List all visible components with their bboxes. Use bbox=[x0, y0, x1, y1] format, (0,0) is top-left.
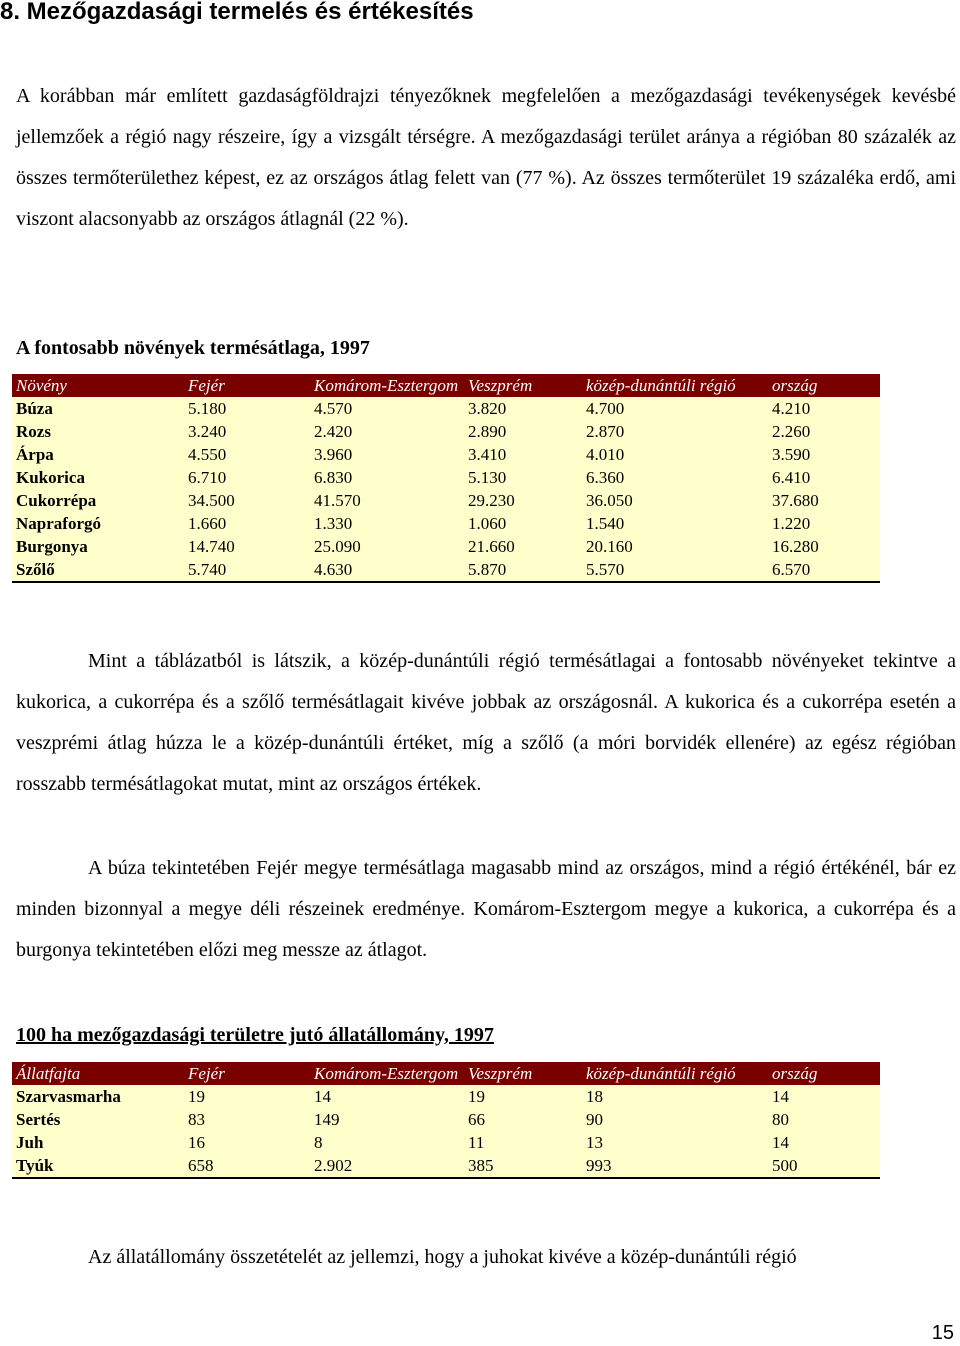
table-cell: 5.870 bbox=[464, 558, 582, 582]
table-cell: 83 bbox=[184, 1108, 310, 1131]
table-cell: 5.740 bbox=[184, 558, 310, 582]
col-header-fejer: Fejér bbox=[184, 1062, 310, 1085]
row-label: Napraforgó bbox=[12, 512, 184, 535]
row-label: Juh bbox=[12, 1131, 184, 1154]
table-row bbox=[12, 1154, 880, 1178]
table-cell: 16 bbox=[184, 1131, 310, 1154]
table-cell: 20.160 bbox=[582, 535, 768, 558]
col-header-komarom: Komárom-Esztergom bbox=[310, 374, 464, 397]
row-label: Szőlő bbox=[12, 558, 184, 582]
table-row bbox=[12, 1108, 880, 1131]
livestock-table-caption: 100 ha mezőgazdasági területre jutó állatállomány, 1997 bbox=[16, 1024, 494, 1046]
table-cell: 4.210 bbox=[768, 397, 880, 420]
table-cell: 34.500 bbox=[184, 489, 310, 512]
table-cell: 6.710 bbox=[184, 466, 310, 489]
table-cell: 3.960 bbox=[310, 443, 464, 466]
table-cell: 658 bbox=[184, 1154, 310, 1178]
intro-paragraph: A korábban már említett gazdaságföldrajzi tényezőknek megfelelően a mezőgazdasági tevékenységek kevésbé jellemzőek a régió nagy részeire, így a vizsgált térségre. A mezőgazdasági terület aránya a régióban 80 százalék az összes termőterülethez képest, ez az országos átlag felett van (77 %). Az összes termőterület 19 százaléka erdő, ami viszont alacsonyabb az országos átlagnál (22 %). bbox=[16, 85, 956, 230]
row-label: Tyúk bbox=[12, 1154, 184, 1178]
table-cell: 2.870 bbox=[582, 420, 768, 443]
col-header-region: közép-dunántúli régió bbox=[582, 1062, 768, 1085]
table-row bbox=[12, 466, 880, 489]
table-cell: 5.570 bbox=[582, 558, 768, 582]
table-row bbox=[12, 558, 880, 582]
table-cell: 14 bbox=[768, 1131, 880, 1154]
table-cell: 2.890 bbox=[464, 420, 582, 443]
col-header-country: ország bbox=[768, 374, 880, 397]
table-cell: 3.240 bbox=[184, 420, 310, 443]
table-cell: 1.660 bbox=[184, 512, 310, 535]
table-cell: 500 bbox=[768, 1154, 880, 1178]
table-cell: 4.700 bbox=[582, 397, 768, 420]
table-cell: 80 bbox=[768, 1108, 880, 1131]
table-row bbox=[12, 1085, 880, 1108]
table-cell: 14 bbox=[768, 1085, 880, 1108]
row-label: Búza bbox=[12, 397, 184, 420]
col-header-veszprem: Veszprém bbox=[464, 374, 582, 397]
table-cell: 3.410 bbox=[464, 443, 582, 466]
col-header-fejer: Fejér bbox=[184, 374, 310, 397]
row-label: Rozs bbox=[12, 420, 184, 443]
table-cell: 37.680 bbox=[768, 489, 880, 512]
section-title: 8. Mezőgazdasági termelés és értékesítés bbox=[0, 0, 474, 25]
row-label: Sertés bbox=[12, 1108, 184, 1131]
table-cell: 11 bbox=[464, 1131, 582, 1154]
table-cell: 2.902 bbox=[310, 1154, 464, 1178]
table-cell: 19 bbox=[464, 1085, 582, 1108]
table-cell: 6.570 bbox=[768, 558, 880, 582]
col-header-veszprem: Veszprém bbox=[464, 1062, 582, 1085]
table-row bbox=[12, 535, 880, 558]
col-header-region: közép-dunántúli régió bbox=[582, 374, 768, 397]
table-cell: 6.830 bbox=[310, 466, 464, 489]
row-label: Burgonya bbox=[12, 535, 184, 558]
table-cell: 8 bbox=[310, 1131, 464, 1154]
closing-paragraph: Az állatállomány összetételét az jellemzi, hogy a juhokat kivéve a közép-dunántúli régió bbox=[88, 1246, 797, 1268]
analysis-paragraph-1: Mint a táblázatból is látszik, a közép-dunántúli régió termésátlagai a fontosabb növényeket tekintve a kukorica, a cukorrépa és a szőlő termésátlagait kivéve jobbak az országosnál. A kukorica és a cukorrépa esetén a veszprémi átlag húzza le a közép-dunántúli értéket, míg a szőlő (a móri borvidék ellenére) az egész régióban rosszabb termésátlagokat mutat, mint az országos értékek. bbox=[16, 650, 956, 795]
table-cell: 3.820 bbox=[464, 397, 582, 420]
livestock-table bbox=[12, 1062, 880, 1179]
table-cell: 385 bbox=[464, 1154, 582, 1178]
crop-yield-table bbox=[12, 374, 880, 583]
table-cell: 4.570 bbox=[310, 397, 464, 420]
analysis-paragraph-2: A búza tekintetében Fejér megye termésátlaga magasabb mind az országos, mind a régió értékénél, bár ez minden bizonnyal a megye déli részeinek eredménye. Komárom-Esztergom megye a kukorica, a cukorrépa és a burgonya tekintetében előzi meg messze az átlagot. bbox=[16, 857, 956, 961]
table-cell: 66 bbox=[464, 1108, 582, 1131]
table-cell: 41.570 bbox=[310, 489, 464, 512]
table-cell: 25.090 bbox=[310, 535, 464, 558]
table-cell: 6.410 bbox=[768, 466, 880, 489]
col-header-komarom: Komárom-Esztergom bbox=[310, 1062, 464, 1085]
table-cell: 90 bbox=[582, 1108, 768, 1131]
row-label: Szarvasmarha bbox=[12, 1085, 184, 1108]
col-header-country: ország bbox=[768, 1062, 880, 1085]
table-cell: 1.060 bbox=[464, 512, 582, 535]
table-cell: 1.330 bbox=[310, 512, 464, 535]
table-row bbox=[12, 489, 880, 512]
table-cell: 4.550 bbox=[184, 443, 310, 466]
col-header-animal: Állatfajta bbox=[12, 1062, 184, 1085]
table-cell: 1.220 bbox=[768, 512, 880, 535]
page-number: 15 bbox=[931, 1322, 954, 1344]
table-cell: 993 bbox=[582, 1154, 768, 1178]
livestock-table-header-row bbox=[12, 1062, 880, 1085]
table-cell: 19 bbox=[184, 1085, 310, 1108]
table-cell: 14.740 bbox=[184, 535, 310, 558]
row-label: Árpa bbox=[12, 443, 184, 466]
table-row bbox=[12, 512, 880, 535]
table-cell: 5.180 bbox=[184, 397, 310, 420]
table-cell: 13 bbox=[582, 1131, 768, 1154]
table-row bbox=[12, 420, 880, 443]
table-cell: 18 bbox=[582, 1085, 768, 1108]
row-label: Kukorica bbox=[12, 466, 184, 489]
col-header-crop: Növény bbox=[12, 374, 184, 397]
table-cell: 2.420 bbox=[310, 420, 464, 443]
crop-table-header-row bbox=[12, 374, 880, 397]
table-cell: 149 bbox=[310, 1108, 464, 1131]
table-cell: 4.630 bbox=[310, 558, 464, 582]
row-label: Cukorrépa bbox=[12, 489, 184, 512]
table-cell: 14 bbox=[310, 1085, 464, 1108]
table-cell: 29.230 bbox=[464, 489, 582, 512]
table-row bbox=[12, 397, 880, 420]
table-cell: 3.590 bbox=[768, 443, 880, 466]
table-cell: 21.660 bbox=[464, 535, 582, 558]
table-cell: 36.050 bbox=[582, 489, 768, 512]
crop-table-caption: A fontosabb növények termésátlaga, 1997 bbox=[16, 337, 370, 359]
table-cell: 5.130 bbox=[464, 466, 582, 489]
table-row bbox=[12, 443, 880, 466]
table-row bbox=[12, 1131, 880, 1154]
table-cell: 2.260 bbox=[768, 420, 880, 443]
table-cell: 1.540 bbox=[582, 512, 768, 535]
table-cell: 6.360 bbox=[582, 466, 768, 489]
table-cell: 4.010 bbox=[582, 443, 768, 466]
table-cell: 16.280 bbox=[768, 535, 880, 558]
